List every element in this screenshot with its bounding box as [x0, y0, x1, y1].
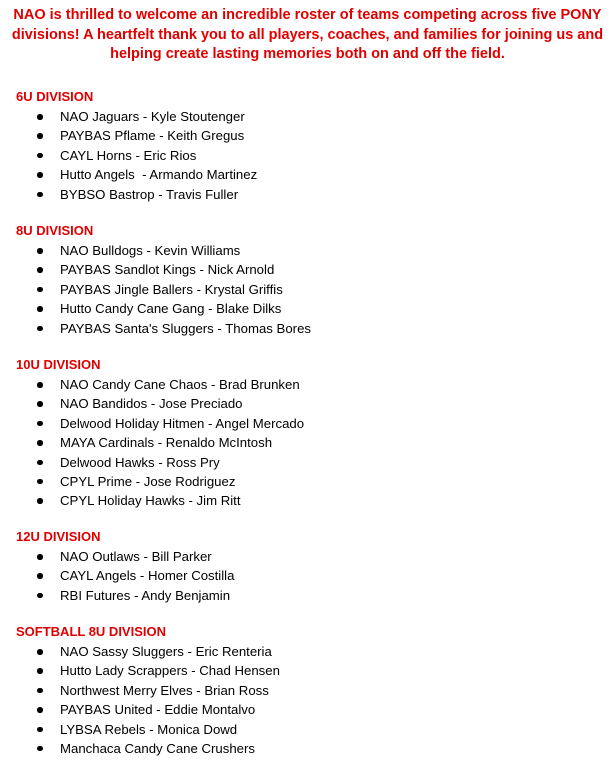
bullet-icon: [37, 401, 43, 407]
team-text: Hutto Angels - Armando Martinez: [60, 167, 258, 183]
bullet-icon: [37, 248, 43, 254]
bullet-icon: [37, 153, 43, 159]
bullet-icon: [37, 440, 43, 446]
team-text: PAYBAS Sandlot Kings - Nick Arnold: [60, 262, 275, 278]
team-item: [16, 165, 596, 184]
team-item: [16, 319, 596, 338]
team-item: [16, 107, 596, 126]
team-text: RBI Futures - Andy Benjamin: [60, 587, 231, 603]
team-text: NAO Outlaws - Bill Parker: [60, 549, 212, 564]
division-title: 8U DIVISION: [16, 223, 94, 238]
division-softball-8u: [16, 623, 596, 758]
team-text: NAO Sassy Sluggers - Eric Renteria: [60, 644, 272, 659]
bullet-icon: [37, 479, 43, 485]
team-text: PAYBAS United - Eddie Montalvo: [60, 702, 256, 718]
bullet-icon: [37, 593, 43, 599]
team-list: [16, 241, 596, 338]
team-item: [16, 700, 596, 719]
team-item: [16, 661, 596, 680]
team-item: [16, 414, 596, 433]
team-item: [16, 491, 596, 510]
team-list: [16, 642, 596, 758]
bullet-icon: [37, 460, 43, 466]
division-6u: [16, 88, 596, 204]
team-item: [16, 280, 596, 299]
bullet-icon: [37, 421, 43, 427]
team-item: [16, 453, 596, 472]
team-item: [16, 681, 596, 700]
team-text: BYBSO Bastrop - Travis Fuller: [60, 186, 239, 202]
team-list: [16, 375, 596, 511]
team-item: [16, 472, 596, 491]
bullet-icon: [37, 172, 43, 178]
bullet-icon: [37, 554, 43, 560]
bullet-icon: [37, 114, 43, 120]
team-item: [16, 146, 596, 165]
team-item: [16, 720, 596, 739]
team-item: [16, 185, 596, 204]
team-text: CPYL Holiday Hawks - Jim Ritt: [60, 493, 241, 509]
team-text: CAYL Horns - Eric Rios: [60, 147, 197, 163]
team-item: [16, 299, 596, 318]
team-item: [16, 566, 596, 585]
team-item: [16, 433, 596, 452]
team-text: Hutto Lady Scrappers - Chad Hensen: [60, 663, 280, 679]
team-text: Delwood Hawks - Ross Pry: [60, 454, 220, 470]
bullet-icon: [37, 498, 43, 504]
team-list: [16, 547, 596, 605]
team-text: NAO Bandidos - Jose Preciado: [60, 396, 243, 412]
team-text: NAO Jaguars - Kyle Stoutenger: [60, 109, 245, 124]
team-text: MAYA Cardinals - Renaldo McIntosh: [60, 435, 273, 451]
bullet-icon: [37, 192, 43, 198]
division-title: SOFTBALL 8U DIVISION: [16, 624, 166, 639]
team-text: PAYBAS Santa's Sluggers - Thomas Bores: [60, 320, 311, 336]
intro-paragraph: NAO is thrilled to welcome an incredible roster of teams competing across five PONY divisions! A heartfelt thank you to all players, coaches, and families for joining us and helping create lasting memories both on and off the field.: [11, 7, 604, 62]
bullet-icon: [37, 668, 43, 674]
team-item: [16, 241, 596, 260]
team-item: [16, 586, 596, 605]
team-text: NAO Bulldogs - Kevin Williams: [60, 243, 241, 258]
team-text: CAYL Angels - Homer Costilla: [60, 568, 235, 584]
bullet-icon: [37, 382, 43, 388]
team-item: [16, 642, 596, 661]
division-8u: [16, 222, 596, 338]
team-text: Northwest Merry Elves - Brian Ross: [60, 682, 269, 698]
bullet-icon: [37, 746, 43, 752]
team-text: CPYL Prime - Jose Rodriguez: [60, 473, 236, 489]
team-text: PAYBAS Jingle Ballers - Krystal Griffis: [60, 281, 283, 297]
bullet-icon: [37, 133, 43, 139]
bullet-icon: [37, 688, 43, 694]
team-item: [16, 126, 596, 145]
team-item: [16, 739, 596, 758]
team-item: [16, 260, 596, 279]
bullet-icon: [37, 707, 43, 713]
team-item: [16, 394, 596, 413]
team-text: PAYBAS Pflame - Keith Gregus: [60, 128, 245, 144]
team-text: Hutto Candy Cane Gang - Blake Dilks: [60, 301, 282, 317]
bullet-icon: [37, 287, 43, 293]
bullet-icon: [37, 727, 43, 733]
division-10u: [16, 356, 596, 511]
bullet-icon: [37, 267, 43, 273]
team-text: LYBSA Rebels - Monica Dowd: [60, 721, 238, 737]
team-list: [16, 107, 596, 204]
bullet-icon: [37, 573, 43, 579]
division-title: 6U DIVISION: [16, 89, 94, 104]
team-item: [16, 375, 596, 394]
division-title: 12U DIVISION: [16, 529, 101, 544]
team-text: Delwood Holiday Hitmen - Angel Mercado: [60, 415, 305, 431]
division-12u: [16, 528, 596, 605]
bullet-icon: [37, 306, 43, 312]
team-text: NAO Candy Cane Chaos - Brad Brunken: [60, 377, 300, 392]
bullet-icon: [37, 326, 43, 332]
bullet-icon: [37, 649, 43, 655]
division-title: 10U DIVISION: [16, 357, 101, 372]
team-item: [16, 547, 596, 566]
team-text: Manchaca Candy Cane Crushers: [60, 740, 255, 756]
